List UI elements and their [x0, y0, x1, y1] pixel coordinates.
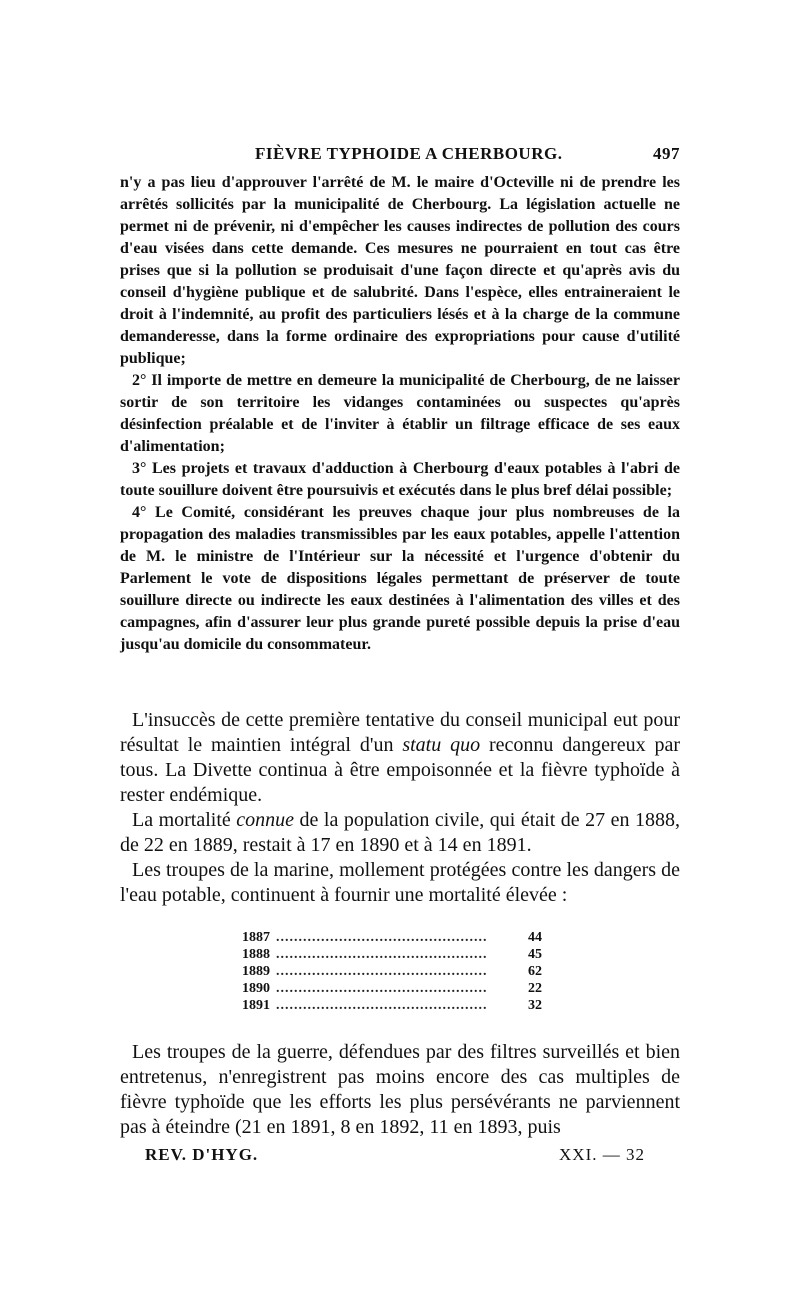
table-year: 1887 — [242, 930, 270, 945]
table-year: 1891 — [242, 998, 270, 1013]
table-row — [242, 997, 542, 1014]
body-text-run: reconnu dangereux par tous. La Divette continua à être empoisonnée et la fièvre typhoïde à rester endémique. — [120, 734, 680, 806]
running-title: FIÈVRE TYPHOIDE A CHERBOURG. — [255, 144, 563, 163]
table-value: 32 — [528, 998, 542, 1013]
body-text-run: de la population civile, qui était de 27 en 1888, de 22 en 1889, restait à 17 en 1890 et à 14 en 1891. — [120, 809, 680, 856]
table-leader-dots: ............................................... — [276, 998, 488, 1013]
table-value: 62 — [528, 964, 542, 979]
table-leader-dots: ............................................... — [276, 981, 488, 996]
table-year: 1889 — [242, 964, 270, 979]
table-value: 45 — [528, 947, 542, 962]
closing-text — [120, 1040, 680, 1140]
closing-paragraph: Les troupes de la guerre, défendues par des filtres surveillés et bien entretenus, n'enregistrent pas moins encore des cas multiples de fièvre typhoïde que les efforts les plus persévérants ne parviennent pas à éteindre (21 en 1891, 8 en 1892, 11 en 1893, puis — [120, 1041, 680, 1138]
table-leader-dots: ............................................... — [276, 964, 488, 979]
italic-phrase: statu quo — [402, 734, 481, 756]
italic-phrase: connue — [236, 809, 295, 831]
page-footer — [145, 1145, 645, 1165]
conclusion-item-2: 2° Il importe de mettre en demeure la municipalité de Cherbourg, de ne laisser sortir de son territoire les vidanges contaminées ou suspectes qu'après désinfection préalable et de l'inviter à établir un filtrage efficace de ses eaux d'alimentation; — [120, 372, 680, 455]
conclusion-item-4: 4° Le Comité, considérant les preuves chaque jour plus nombreuses de la propagation des maladies transmissibles par les eaux potables, appelle l'attention de M. le ministre de l'Intérieur sur la nécessité et l'urgence d'obtenir du Parlement le vote de dispositions légales permettant de préserver de toute souillure directe ou indirecte les eaux destinées à l'alimentation des villes et des campagnes, afin d'assurer leur plus grande pureté possible depuis la prise d'eau jusqu'au domicile du consommateur. — [120, 504, 680, 653]
table-leader-dots: ............................................... — [276, 947, 488, 962]
body-text-run: La mortalité — [132, 809, 237, 831]
table-row — [242, 980, 542, 997]
table-value: 22 — [528, 981, 542, 996]
body-text — [120, 708, 680, 908]
body-paragraph-2 — [120, 808, 680, 858]
table-row — [242, 946, 542, 963]
table-year: 1888 — [242, 947, 270, 962]
table-row — [242, 929, 542, 946]
table-row — [242, 963, 542, 980]
mortality-table — [242, 929, 542, 1014]
body-paragraph-3: Les troupes de la marine, mollement protégées contre les dangers de l'eau potable, continuent à fournir une mortalité élevée : — [120, 859, 680, 906]
body-paragraph-1 — [120, 708, 680, 808]
conclusion-paragraph: n'y a pas lieu d'approuver l'arrêté de M. le maire d'Octeville ni de prendre les arrêtés sollicités par la municipalité de Cherbourg. La législation actuelle ne permet ni de prévenir, ni d'empêcher les causes indirectes de pollution des cours d'eau visées dans cette demande. Ces mesures ne pourraient en tout cas être prises que si la pollution se produisait d'une façon directe et qu'après avis du conseil d'hygiène publique et de salubrité. Dans l'espèce, elles entraineraient le droit à l'indemnité, au profit des particuliers lésés et à la charge de la commune demanderesse, dans la forme ordinaire des expropriations pour cause d'utilité publique; — [120, 174, 680, 367]
table-leader-dots: ............................................... — [276, 930, 488, 945]
table-year: 1890 — [242, 981, 270, 996]
committee-conclusions — [120, 172, 680, 656]
volume-signature: XXI. — 32 — [559, 1145, 645, 1164]
conclusion-item-3: 3° Les projets et travaux d'adduction à Cherbourg d'eaux potables à l'abri de toute souillure doivent être poursuivis et exécutés dans le plus bref délai possible; — [120, 460, 680, 499]
page-number: 497 — [653, 144, 680, 163]
body-text-run: L'insuccès de cette première tentative du conseil municipal eut pour résultat le maintien intégral d'un — [120, 709, 680, 756]
table-value: 44 — [528, 930, 542, 945]
journal-signature: REV. D'HYG. — [145, 1145, 259, 1164]
running-header — [120, 144, 680, 166]
